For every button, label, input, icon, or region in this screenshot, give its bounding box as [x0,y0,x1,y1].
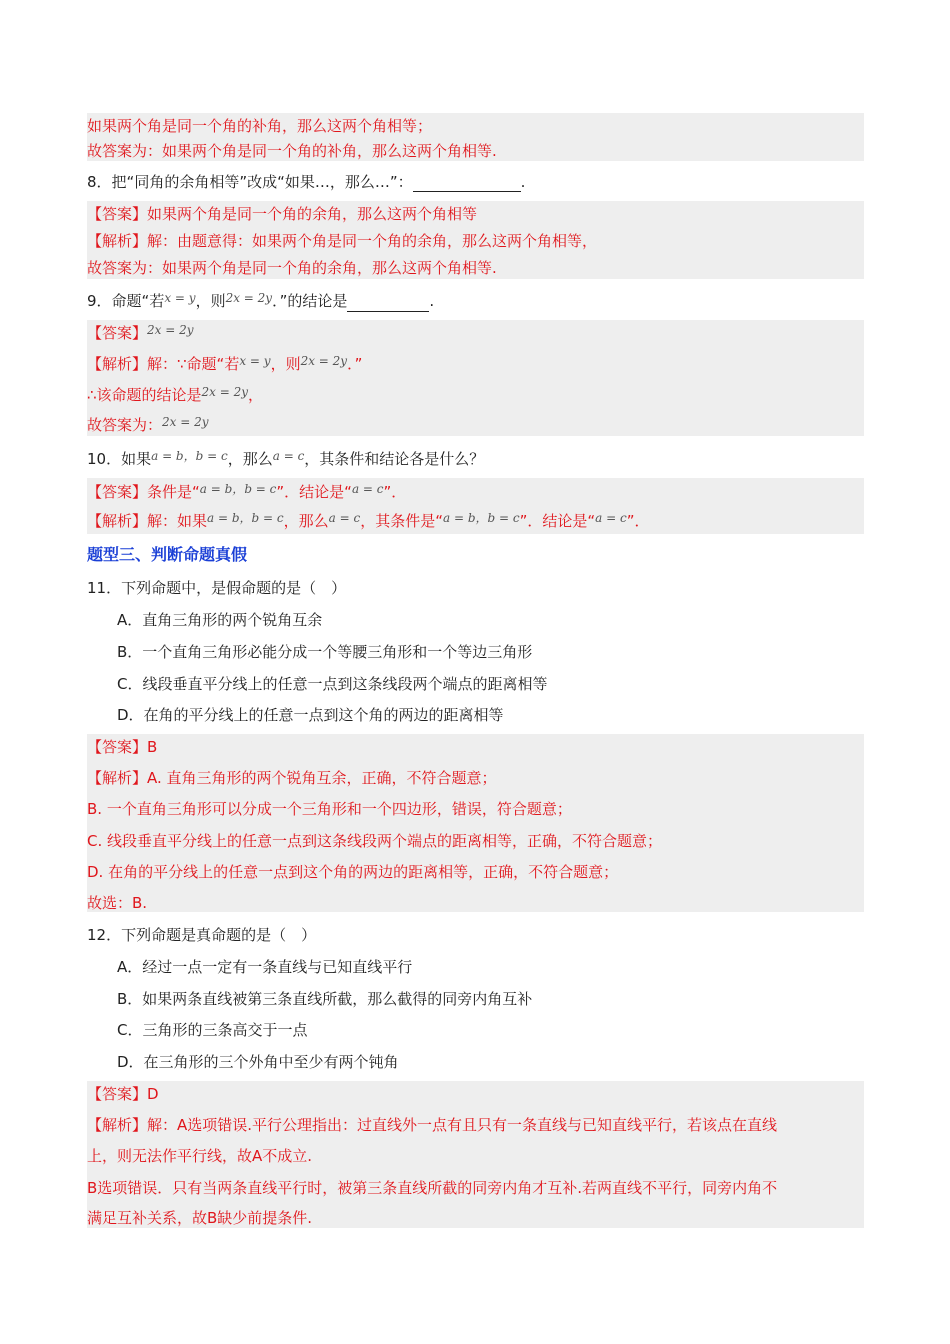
q10-analysis-math-5: b = c [487,511,520,525]
q10-answer [87,482,406,503]
q9-analysis-text-1: 【解析】解：∵命题“若 [87,355,240,373]
q9-text-4: . [429,292,435,310]
q7-final-answer: 故答案为：如果两个角是同一个角的补角，那么这两个角相等. [87,142,497,160]
q12-analysis-line-2: 上，则无法作平行线，故A不成立. [87,1147,313,1165]
q7-solution-block [87,113,864,161]
q9-conclusion-end: ， [248,386,264,404]
q12-solution-block [87,1081,864,1228]
q11-analysis-d: D. 在角的平分线上的任意一点到这个角的两边的距离相等，正确，不符合题意； [87,863,619,881]
q9-text-1: 9．命题“若 [87,292,165,310]
q10-analysis-math-2: b = c [251,511,284,525]
q11-option-d: D．在角的平分线上的任意一点到这个角的两边的距离相等 [117,706,504,724]
q10-text-2: ，那么 [227,450,273,468]
q9-final-text: 故答案为： [87,416,163,434]
q10-analysis-text-2: ，那么 [283,512,329,530]
q9-conclusion-math: 2x = 2y [201,385,249,399]
q9-answer-blank [347,295,429,312]
q9-analysis-math-1: x = y [239,354,271,368]
q9-analysis [87,354,362,375]
q9-solution-block [87,320,864,436]
q11-option-c: C．线段垂直平分线上的任意一点到这条线段两个端点的距离相等 [117,675,548,693]
section-heading: 题型三、判断命题真假 [87,545,248,564]
q12-question: 12．下列命题是真命题的是（ ） [87,926,317,944]
q9-math-1: x = y [164,291,196,305]
q9-conclusion-text: ∴该命题的结论是 [87,386,202,404]
q10-math-2: b = c [195,449,228,463]
q9-question [87,291,434,312]
q10-solution-block [87,478,864,534]
q10-answer-text-1: 【答案】条件是“ [87,483,200,501]
q10-analysis [87,511,650,532]
q10-math-1: a = b， [151,449,196,463]
q10-answer-math-2: b = c [244,482,277,496]
q12-analysis-line-4: 满足互补关系，故B缺少前提条件. [87,1209,313,1227]
q10-question [87,449,484,470]
q10-analysis-text-1: 【解析】解：如果 [87,512,208,530]
q10-analysis-math-1: a = b， [207,511,252,525]
q9-text-2: ，则 [195,292,226,310]
q12-analysis-line-3: B选项错误．只有当两条直线平行时，被第三条直线所截的同旁内角才互补.若两直线不平行，同旁内角不 [87,1179,778,1197]
q9-final-answer [87,415,209,436]
q10-answer-math-3: a = c [351,482,384,496]
q11-analysis-a: 【解析】A. 直角三角形的两个锐角互余，正确，不符合题意； [87,769,497,787]
q11-option-a: A．直角三角形的两个锐角互余 [117,611,323,629]
q10-text-3: ，其条件和结论各是什么？ [304,450,485,468]
q12-option-d: D．在三角形的三个外角中至少有两个钝角 [117,1053,399,1071]
q10-analysis-text-5: ”． [626,512,650,530]
q11-solution-block [87,734,864,912]
q10-analysis-text-4: ”．结论是“ [519,512,596,530]
q10-analysis-math-3: a = c [328,511,361,525]
q10-answer-math-1: a = b， [199,482,245,496]
q12-answer: 【答案】D [87,1085,159,1103]
q9-analysis-text-2: ，则 [270,355,301,373]
q10-analysis-math-6: a = c [595,511,627,525]
q10-answer-text-3: ”． [383,483,407,501]
q10-answer-text-2: ”．结论是“ [276,483,352,501]
q11-question: 11．下列命题中，是假命题的是（ ） [87,579,347,597]
q9-analysis-text-3: ．” [347,355,363,373]
q9-final-math: 2x = 2y [162,415,209,429]
q11-final-answer: 故选：B. [87,894,148,912]
q9-answer [87,323,194,344]
q8-answer: 【答案】如果两个角是同一个角的余角，那么这两个角相等 [87,205,478,223]
q9-math-2: 2x = 2y [225,291,273,305]
q9-text-3: ．”的结论是 [272,292,348,310]
q9-answer-label: 【答案】 [87,324,148,342]
q11-answer: 【答案】B [87,738,158,756]
q8-text: 8．把“同角的余角相等”改成“如果…，那么…”： [87,173,413,191]
q11-option-b: B．一个直角三角形必能分成一个等腰三角形和一个等边三角形 [117,643,533,661]
q12-option-b: B．如果两条直线被第三条直线所截，那么截得的同旁内角互补 [117,990,533,1008]
q8-analysis: 【解析】解：由题意得：如果两个角是同一个角的余角，那么这两个角相等， [87,232,598,250]
q12-option-a: A．经过一点一定有一条直线与已知直线平行 [117,958,413,976]
q12-analysis-line-1: 【解析】解：A选项错误.平行公理指出：过直线外一点有且只有一条直线与已知直线平行，若该点在直线 [87,1116,778,1134]
q8-solution-block [87,201,864,279]
q9-analysis-math-2: 2x = 2y [300,354,348,368]
q8-answer-blank [413,175,521,192]
q12-option-c: C．三角形的三条高交于一点 [117,1021,308,1039]
q10-analysis-math-4: a = b， [443,511,488,525]
q8-question [87,172,525,192]
q10-math-3: a = c [272,449,305,463]
q8-end: . [520,173,526,191]
q11-analysis-b: B. 一个直角三角形可以分成一个三角形和一个四边形，错误，符合题意； [87,800,572,818]
q10-text-1: 10．如果 [87,450,152,468]
q7-solution-line: 如果两个角是同一个角的补角，那么这两个角相等； [87,117,433,135]
q10-analysis-text-3: ，其条件是“ [360,512,443,530]
q9-conclusion [87,385,263,406]
q9-answer-math: 2x = 2y [147,323,194,337]
q8-final-answer: 故答案为：如果两个角是同一个角的余角，那么这两个角相等. [87,259,497,277]
q11-analysis-c: C. 线段垂直平分线上的任意一点到这条线段两个端点的距离相等，正确，不符合题意； [87,832,663,850]
